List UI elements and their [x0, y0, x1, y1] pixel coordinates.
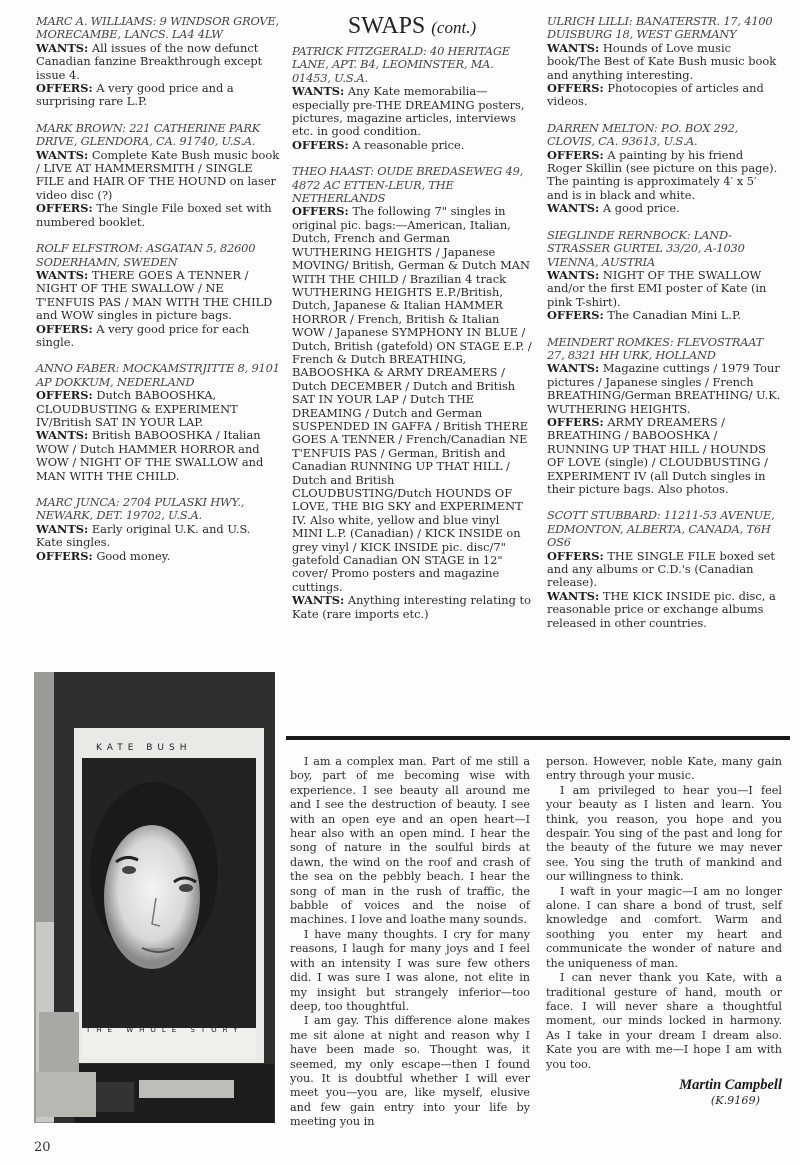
letter-paragraph: I am a complex man. Part of me still a boy, part of me becoming wise with experience. I see beauty all around me and I see the destruction of beauty. I see with an open eye and an open heart—I hear also with an open mind. I hear the song of nature in the soulful birds at dawn, the wind on the roof and crash of the sea on the pebbly beach. I hear the song of man in the rush of traffic, the babble of voices and the noise of machines. I love and loathe many sounds.: [290, 755, 530, 927]
swap-entry: [36, 362, 280, 483]
swap-item-label: OFFERS:: [36, 548, 93, 563]
swap-item-label: WANTS:: [547, 361, 600, 376]
swap-item: [36, 323, 280, 350]
page-title: [292, 13, 532, 41]
swap-entry: [36, 15, 280, 109]
swap-item-text: A good price.: [602, 201, 680, 216]
letter-column-1: [290, 755, 530, 1130]
swap-item-text: The Canadian Mini L.P.: [607, 308, 741, 323]
letter-column-2: [546, 755, 782, 1109]
kate-bush-poster-photo: [34, 672, 275, 1123]
swap-item-label: OFFERS:: [547, 548, 604, 563]
swap-address: MEINDERT ROMKES: FLEVOSTRAAT 27, 8321 HH URK, HOLLAND: [547, 334, 764, 362]
swap-item-label: WANTS:: [292, 593, 345, 608]
swap-item: [36, 202, 280, 229]
swap-item: [547, 550, 781, 590]
swap-item-text: Hounds of Love music book/The Best of Kate Bush music book and anything interesting.: [547, 40, 777, 82]
swap-item-text: Photocopies of articles and videos.: [547, 81, 764, 109]
swap-item: [292, 205, 532, 594]
swap-item-label: OFFERS:: [292, 137, 349, 152]
swap-address: MARC JUNCA: 2704 PULASKI HWY., NEWARK, DET. 19702, U.S.A.: [36, 495, 245, 523]
swap-item-label: OFFERS:: [36, 201, 93, 216]
swap-item: [547, 149, 781, 203]
swap-item-text: NIGHT OF THE SWALLOW and/or the first EMI poster of Kate (in pink T-shirt).: [547, 267, 767, 309]
swap-address: SCOTT STUBBARD: 11211-53 AVENUE, EDMONTON, ALBERTA, CANADA, T6H OS6: [547, 508, 775, 550]
swap-item-text: A reasonable price.: [352, 137, 465, 152]
page-number: 20: [34, 1140, 51, 1155]
swap-item-label: WANTS:: [36, 147, 89, 162]
letter-paragraph: I am privileged to hear you—I feel your beauty as I listen and learn. You think, you reason, you hope and you despair. You sing of the past and long for the beauty of the future we may never see. You sing the truth of mankind and our willingness to think.: [546, 783, 782, 884]
swap-entry: [292, 45, 532, 152]
poster-subtitle-text: THE WHOLE STORY: [86, 1026, 244, 1034]
letter-paragraph: person. However, noble Kate, many gain entry through your music.: [546, 755, 782, 783]
swap-address: DARREN MELTON: P.O. BOX 292, CLOVIS, CA. 93613, U.S.A.: [547, 120, 739, 149]
swap-item-text: THE SINGLE FILE boxed set and any albums or C.D.'s (Canadian release).: [547, 548, 775, 590]
swap-item: [36, 149, 280, 203]
letter-paragraph: I waft in your magic—I am no longer alone. I can share a bond of trust, self knowledge and comfort. Warm and soothing you enter my heart and communicate the wonder of nature and the uniqueness of man.: [546, 884, 782, 970]
section-divider: [286, 736, 790, 740]
swap-address: ULRICH LILLI: BANATERSTR. 17, 4100 DUISBURG 18, WEST GERMANY: [547, 14, 773, 42]
swap-item: [36, 429, 280, 483]
swap-item-label: WANTS:: [547, 588, 600, 603]
swap-item-label: OFFERS:: [36, 388, 93, 403]
swap-item: [292, 85, 532, 139]
swap-item: [547, 309, 781, 322]
swap-item-text: A very good price and a surprising rare L.P.: [36, 81, 234, 109]
swaps-column-3: [547, 15, 781, 643]
swap-entry: [36, 242, 280, 349]
swap-item-text: Good money.: [96, 548, 171, 563]
letter-paragraph: I have many thoughts. I cry for many reasons, I laugh for many joys and I feel with an intensity I was sure few others did. I was sure I was alone, not elite in my insight but strangely inferior—too deep, too thoughtful.: [290, 927, 530, 1013]
swap-item-text: Dutch BABOOSHKA, CLOUDBUSTING & EXPERIMENT IV/British SAT IN YOUR LAP.: [36, 388, 238, 429]
swap-item-label: WANTS:: [292, 84, 345, 99]
swap-item-text: ARMY DREAMERS / BREATHING / BABOOSHKA / RUNNING UP THAT HILL / HOUNDS OF LOVE (single) / CLOUDBUSTING / EXPERIMENT IV (all Dutch singles in their picture bags. Also photos.: [547, 414, 768, 496]
swap-item-text: The following 7" singles in original pic. bags:—American, Italian, Dutch, French and German WUTHERING HEIGHTS / Japanese MOVING/ British, German & Dutch MAN WITH THE CHILD / Brazilian 4 track WUTHERING HEIGHTS E.P./British, Dutch, Japanese & Italian HAMMER HORROR / French, British & Italian WOW / Japanese SYMPHONY IN BLUE / Dutch, British (gatefold) ON STAGE E.P. / French & Dutch BREATHING, BABOOSHKA & ARMY DREAMERS / Dutch DECEMBER / Dutch and British SAT IN YOUR LAP / Dutch THE DREAMING / Dutch and German SUSPENDED IN GAFFA / British THERE GOES A TENNER / French/Canadian NE T'ENFUIS PAS / German, British and Canadian RUNNING UP THAT HILL / Dutch and British CLOUDBUSTING/Dutch HOUNDS OF LOVE, THE BIG SKY and EXPERIMENT IV. Also white, yellow and blue vinyl MINI L.P. (Canadian) / KICK INSIDE on grey vinyl / KICK INSIDE pic. disc/7" gatefold Canadian ON STAGE in 12" cover/ Promo posters and magazine cuttings.: [292, 204, 532, 594]
swap-address: THEO HAAST: OUDE BREDASEWEG 49, 4872 AC ETTEN-LEUR, THE NETHERLANDS: [292, 164, 524, 206]
swap-item: [547, 269, 781, 309]
swap-item: [547, 82, 781, 109]
swap-item-label: OFFERS:: [547, 81, 604, 96]
swap-item: [36, 82, 280, 109]
swap-address: MARK BROWN: 221 CATHERINE PARK DRIVE, GLENDORA, CA. 91740, U.S.A.: [36, 120, 261, 149]
swap-item-text: Complete Kate Bush music book / LIVE AT HAMMERSMITH / SINGLE FILE and HAIR OF THE HOUND on laser video disc (?): [36, 147, 280, 202]
swap-item-label: OFFERS:: [547, 308, 604, 323]
swap-item: [36, 523, 280, 550]
swap-item: [547, 416, 781, 496]
swap-item: [547, 42, 781, 82]
swap-item-text: The Single File boxed set with numbered booklet.: [36, 201, 272, 229]
swap-item: [547, 590, 781, 630]
swap-item-label: WANTS:: [36, 267, 89, 282]
swap-address: MARC A. WILLIAMS: 9 WINDSOR GROVE, MORECAMBE, LANCS. LA4 4LW: [36, 14, 279, 42]
swap-item-label: OFFERS:: [292, 204, 349, 219]
swap-item-label: WANTS:: [36, 428, 89, 443]
swap-item: [292, 594, 532, 621]
swap-item-label: WANTS:: [547, 201, 600, 216]
swap-item: [547, 202, 781, 215]
swap-item-text: British BABOOSHKA / Italian WOW / Dutch HAMMER HORROR and WOW / NIGHT OF THE SWALLOW and MAN WITH THE CHILD.: [36, 428, 264, 483]
letter-signature: Martin Campbell: [679, 1076, 782, 1093]
swap-entry: [547, 509, 781, 630]
swap-item-label: OFFERS:: [36, 321, 93, 336]
title-text: SWAPS: [347, 13, 426, 39]
swaps-column-1: [36, 15, 280, 576]
swap-item-label: OFFERS:: [547, 414, 604, 429]
swap-item-text: A painting by his friend Roger Skillin (see picture on this page). The painting is approximately 4′ x 5′ and is in black and white.: [547, 147, 778, 202]
swap-item-text: THE KICK INSIDE pic. disc, a reasonable price or exchange albums released in other countries.: [547, 588, 776, 630]
swap-address: ROLF ELFSTROM: ASGATAN 5, 82600 SODERHAMN, SWEDEN: [36, 241, 256, 269]
swap-item-text: THERE GOES A TENNER / NIGHT OF THE SWALLOW / NE T'ENFUIS PAS / MAN WITH THE CHILD and WOW singles in picture bags.: [36, 267, 273, 323]
swap-item-text: Magazine cuttings / 1979 Tour pictures / Japanese singles / French BREATHING/German BREATHING/ U.K. WUTHERING HEIGHTS.: [547, 361, 781, 416]
swap-item-label: WANTS:: [547, 267, 600, 282]
swap-entry: [547, 122, 781, 216]
swap-item: [36, 269, 280, 323]
swap-item: [36, 550, 280, 563]
title-cont: (cont.): [431, 18, 477, 37]
swap-address: SIEGLINDE RERNBOCK: LAND-STRASSER GURTEL 33/20, A-1030 VIENNA, AUSTRIA: [547, 227, 745, 269]
swap-item-label: OFFERS:: [36, 81, 93, 96]
swap-item-label: WANTS:: [547, 40, 600, 55]
member-number: (K.9169): [710, 1094, 760, 1108]
swap-entry: [36, 496, 280, 563]
swap-item: [547, 362, 781, 416]
letter-paragraph: I can never thank you Kate, with a traditional gesture of hand, mouth or face. I will never share a thoughtful moment, our minds locked in harmony. As I take in your dream I dream also. Kate you are with me—I hope I am with you too.: [546, 971, 782, 1071]
swap-item-text: Early original U.K. and U.S. Kate singles.: [36, 521, 251, 550]
swap-item-label: WANTS:: [36, 40, 89, 55]
swap-item-text: A very good price for each single.: [36, 321, 250, 349]
swap-address: PATRICK FITZGERALD: 40 HERITAGE LANE, APT. B4, LEOMINSTER, MA. 01453, U.S.A.: [292, 44, 510, 85]
swap-item: [36, 42, 280, 82]
swap-item-label: OFFERS:: [547, 147, 604, 162]
swap-item-text: All issues of the now defunct Canadian fanzine Breakthrough except issue 4.: [36, 40, 263, 82]
swap-entry: [547, 336, 781, 497]
swap-address: ANNO FABER: MOCKAMSTRJITTE 8, 9101 AP DOKKUM, NEDERLAND: [36, 361, 280, 389]
poster-title-text: KATE BUSH: [96, 743, 192, 753]
swap-entry: [292, 165, 532, 621]
swaps-column-2: [292, 15, 532, 634]
swap-item: [36, 389, 280, 429]
swap-item-text: Any Kate memorabilia—especially pre-THE DREAMING posters, pictures, magazine articles, interviews etc. in good condition.: [292, 84, 525, 139]
swap-entry: [36, 122, 280, 229]
letter-paragraph: I am gay. This difference alone makes me sit alone at night and reason why I have been made so. Thought was, it seemed, my only escape—then I found you. It is doubtful whether I will ever meet you—you are, like myself, elusive and few gain entry into your life by meeting you in: [290, 1014, 530, 1129]
swap-entry: [547, 229, 781, 323]
swap-item: [292, 139, 532, 152]
swap-item-text: Anything interesting relating to Kate (rare imports etc.): [292, 593, 531, 621]
swap-entry: [547, 15, 781, 109]
poster-photo-graphic: [34, 672, 275, 1123]
swap-item-label: WANTS:: [36, 521, 89, 536]
